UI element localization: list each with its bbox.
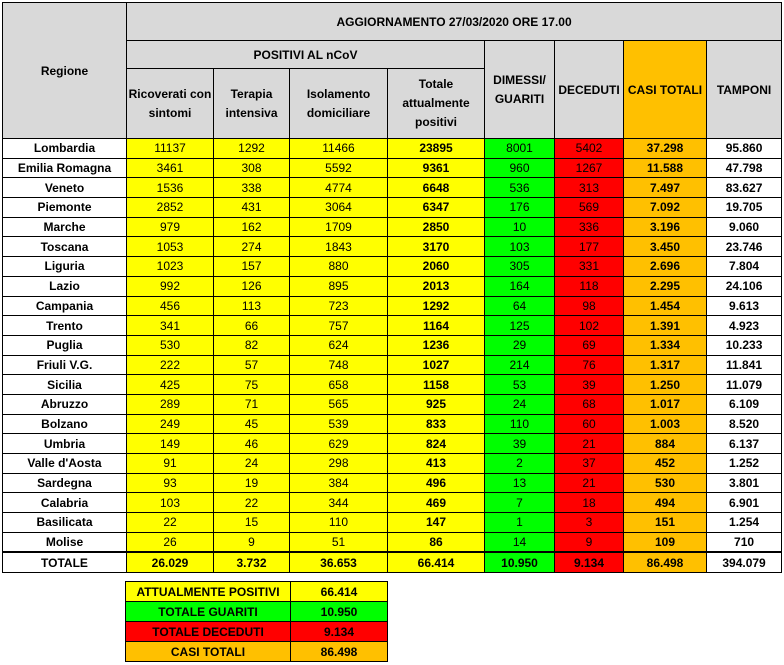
table-row bbox=[3, 454, 782, 474]
header-tamponi: TAMPONI bbox=[707, 41, 782, 139]
page-title: AGGIORNAMENTO 27/03/2020 ORE 17.00 bbox=[127, 3, 782, 41]
cell-tamponi: 11.079 bbox=[707, 375, 782, 395]
cell-deceduti: 336 bbox=[555, 217, 624, 237]
cell-ricoverati: 1053 bbox=[127, 237, 214, 257]
summary-body bbox=[126, 582, 388, 662]
cell-totale-positivi: 833 bbox=[388, 414, 485, 434]
summary-value: 9.134 bbox=[291, 622, 388, 642]
cell-ricoverati: 22 bbox=[127, 513, 214, 533]
cell-terapia: 71 bbox=[214, 394, 290, 414]
cell-isolamento: 565 bbox=[290, 394, 388, 414]
totals-ricoverati: 26.029 bbox=[127, 552, 214, 573]
cell-terapia: 45 bbox=[214, 414, 290, 434]
cell-totale-positivi: 469 bbox=[388, 493, 485, 513]
cell-terapia: 82 bbox=[214, 335, 290, 355]
cell-casi-totali: 1.334 bbox=[624, 335, 707, 355]
cell-dimessi: 164 bbox=[485, 276, 555, 296]
cell-terapia: 338 bbox=[214, 178, 290, 198]
header-casi-totali: CASI TOTALI bbox=[624, 41, 707, 139]
cell-ricoverati: 979 bbox=[127, 217, 214, 237]
table-row bbox=[3, 434, 782, 454]
table-row bbox=[3, 158, 782, 178]
cell-casi-totali: 1.017 bbox=[624, 394, 707, 414]
cell-deceduti: 118 bbox=[555, 276, 624, 296]
cell-regione: Marche bbox=[3, 217, 127, 237]
cell-dimessi: 1 bbox=[485, 513, 555, 533]
cell-terapia: 126 bbox=[214, 276, 290, 296]
cell-dimessi: 29 bbox=[485, 335, 555, 355]
cell-totale-positivi: 824 bbox=[388, 434, 485, 454]
cell-totale-positivi: 1292 bbox=[388, 296, 485, 316]
cell-totale-positivi: 6347 bbox=[388, 198, 485, 218]
cell-tamponi: 47.798 bbox=[707, 158, 782, 178]
cell-dimessi: 8001 bbox=[485, 139, 555, 159]
cell-casi-totali: 3.450 bbox=[624, 237, 707, 257]
cell-terapia: 157 bbox=[214, 257, 290, 277]
summary-label: TOTALE DECEDUTI bbox=[126, 622, 291, 642]
cell-ricoverati: 91 bbox=[127, 454, 214, 474]
cell-isolamento: 3064 bbox=[290, 198, 388, 218]
header-deceduti: DECEDUTI bbox=[555, 41, 624, 139]
cell-regione: Calabria bbox=[3, 493, 127, 513]
cell-dimessi: 10 bbox=[485, 217, 555, 237]
cell-deceduti: 313 bbox=[555, 178, 624, 198]
table-row bbox=[3, 217, 782, 237]
summary-row bbox=[126, 582, 388, 602]
cell-deceduti: 37 bbox=[555, 454, 624, 474]
cell-totale-positivi: 925 bbox=[388, 394, 485, 414]
cell-terapia: 113 bbox=[214, 296, 290, 316]
summary-row bbox=[126, 642, 388, 662]
summary-value: 66.414 bbox=[291, 582, 388, 602]
header-positivi-group: POSITIVI AL nCoV bbox=[127, 41, 485, 69]
summary-value: 86.498 bbox=[291, 642, 388, 662]
cell-deceduti: 18 bbox=[555, 493, 624, 513]
cell-isolamento: 5592 bbox=[290, 158, 388, 178]
cell-isolamento: 344 bbox=[290, 493, 388, 513]
cell-tamponi: 9.060 bbox=[707, 217, 782, 237]
cell-isolamento: 384 bbox=[290, 473, 388, 493]
cell-dimessi: 13 bbox=[485, 473, 555, 493]
cell-isolamento: 539 bbox=[290, 414, 388, 434]
cell-casi-totali: 151 bbox=[624, 513, 707, 533]
cell-isolamento: 748 bbox=[290, 355, 388, 375]
cell-deceduti: 5402 bbox=[555, 139, 624, 159]
cell-isolamento: 723 bbox=[290, 296, 388, 316]
cell-regione: Campania bbox=[3, 296, 127, 316]
summary-row bbox=[126, 602, 388, 622]
summary-value: 10.950 bbox=[291, 602, 388, 622]
cell-isolamento: 110 bbox=[290, 513, 388, 533]
cell-terapia: 75 bbox=[214, 375, 290, 395]
cell-isolamento: 658 bbox=[290, 375, 388, 395]
cell-tamponi: 710 bbox=[707, 532, 782, 552]
cell-terapia: 9 bbox=[214, 532, 290, 552]
cell-deceduti: 21 bbox=[555, 473, 624, 493]
totals-casi-totali: 86.498 bbox=[624, 552, 707, 573]
cell-isolamento: 624 bbox=[290, 335, 388, 355]
cell-isolamento: 51 bbox=[290, 532, 388, 552]
cell-regione: Abruzzo bbox=[3, 394, 127, 414]
cell-totale-positivi: 23895 bbox=[388, 139, 485, 159]
cell-regione: Lombardia bbox=[3, 139, 127, 159]
cell-deceduti: 68 bbox=[555, 394, 624, 414]
cell-tamponi: 7.804 bbox=[707, 257, 782, 277]
cell-totale-positivi: 2060 bbox=[388, 257, 485, 277]
cell-totale-positivi: 1164 bbox=[388, 316, 485, 336]
summary-label: TOTALE GUARITI bbox=[126, 602, 291, 622]
table-row bbox=[3, 513, 782, 533]
cell-totale-positivi: 1158 bbox=[388, 375, 485, 395]
totals-tamponi: 394.079 bbox=[707, 552, 782, 573]
cell-casi-totali: 3.196 bbox=[624, 217, 707, 237]
cell-ricoverati: 26 bbox=[127, 532, 214, 552]
cell-totale-positivi: 9361 bbox=[388, 158, 485, 178]
cell-tamponi: 6.137 bbox=[707, 434, 782, 454]
cell-casi-totali: 1.454 bbox=[624, 296, 707, 316]
cell-casi-totali: 530 bbox=[624, 473, 707, 493]
table-row bbox=[3, 257, 782, 277]
totals-label: TOTALE bbox=[3, 552, 127, 573]
totals-deceduti: 9.134 bbox=[555, 552, 624, 573]
cell-regione: Sicilia bbox=[3, 375, 127, 395]
cell-deceduti: 1267 bbox=[555, 158, 624, 178]
cell-dimessi: 214 bbox=[485, 355, 555, 375]
header-regione: Regione bbox=[3, 3, 127, 139]
table-row bbox=[3, 414, 782, 434]
cell-tamponi: 9.613 bbox=[707, 296, 782, 316]
header-terapia: Terapia intensiva bbox=[214, 69, 290, 139]
cell-isolamento: 298 bbox=[290, 454, 388, 474]
cell-ricoverati: 11137 bbox=[127, 139, 214, 159]
cell-casi-totali: 1.391 bbox=[624, 316, 707, 336]
cell-ricoverati: 249 bbox=[127, 414, 214, 434]
cell-totale-positivi: 6648 bbox=[388, 178, 485, 198]
cell-deceduti: 102 bbox=[555, 316, 624, 336]
totals-dimessi: 10.950 bbox=[485, 552, 555, 573]
cell-casi-totali: 1.317 bbox=[624, 355, 707, 375]
cell-casi-totali: 11.588 bbox=[624, 158, 707, 178]
cell-terapia: 19 bbox=[214, 473, 290, 493]
cell-ricoverati: 149 bbox=[127, 434, 214, 454]
table-row bbox=[3, 473, 782, 493]
cell-dimessi: 14 bbox=[485, 532, 555, 552]
cell-tamponi: 24.106 bbox=[707, 276, 782, 296]
totals-row bbox=[3, 552, 782, 573]
table-row bbox=[3, 237, 782, 257]
cell-isolamento: 4774 bbox=[290, 178, 388, 198]
cell-dimessi: 24 bbox=[485, 394, 555, 414]
cell-tamponi: 6.901 bbox=[707, 493, 782, 513]
summary-label: ATTUALMENTE POSITIVI bbox=[126, 582, 291, 602]
cell-regione: Veneto bbox=[3, 178, 127, 198]
totals-totale-positivi: 66.414 bbox=[388, 552, 485, 573]
cell-regione: Liguria bbox=[3, 257, 127, 277]
cell-terapia: 15 bbox=[214, 513, 290, 533]
cell-totale-positivi: 413 bbox=[388, 454, 485, 474]
cell-totale-positivi: 2850 bbox=[388, 217, 485, 237]
cell-ricoverati: 530 bbox=[127, 335, 214, 355]
cell-terapia: 308 bbox=[214, 158, 290, 178]
cell-isolamento: 895 bbox=[290, 276, 388, 296]
cell-dimessi: 39 bbox=[485, 434, 555, 454]
cell-dimessi: 64 bbox=[485, 296, 555, 316]
cell-ricoverati: 3461 bbox=[127, 158, 214, 178]
cell-terapia: 274 bbox=[214, 237, 290, 257]
summary-table bbox=[125, 581, 388, 662]
cell-casi-totali: 37.298 bbox=[624, 139, 707, 159]
cell-regione: Puglia bbox=[3, 335, 127, 355]
cell-ricoverati: 2852 bbox=[127, 198, 214, 218]
cell-ricoverati: 341 bbox=[127, 316, 214, 336]
cell-terapia: 1292 bbox=[214, 139, 290, 159]
cell-dimessi: 960 bbox=[485, 158, 555, 178]
cell-deceduti: 39 bbox=[555, 375, 624, 395]
cell-regione: Toscana bbox=[3, 237, 127, 257]
cell-isolamento: 629 bbox=[290, 434, 388, 454]
cell-dimessi: 125 bbox=[485, 316, 555, 336]
cell-totale-positivi: 2013 bbox=[388, 276, 485, 296]
cell-deceduti: 331 bbox=[555, 257, 624, 277]
header-isolamento: Isolamento domiciliare bbox=[290, 69, 388, 139]
table-row bbox=[3, 493, 782, 513]
cell-terapia: 162 bbox=[214, 217, 290, 237]
table-row bbox=[3, 316, 782, 336]
cell-tamponi: 1.252 bbox=[707, 454, 782, 474]
cell-terapia: 431 bbox=[214, 198, 290, 218]
cell-totale-positivi: 1236 bbox=[388, 335, 485, 355]
summary-label: CASI TOTALI bbox=[126, 642, 291, 662]
cell-dimessi: 103 bbox=[485, 237, 555, 257]
cell-ricoverati: 992 bbox=[127, 276, 214, 296]
cell-ricoverati: 93 bbox=[127, 473, 214, 493]
cell-tamponi: 95.860 bbox=[707, 139, 782, 159]
cell-regione: Umbria bbox=[3, 434, 127, 454]
table-row bbox=[3, 375, 782, 395]
cell-dimessi: 53 bbox=[485, 375, 555, 395]
cell-casi-totali: 109 bbox=[624, 532, 707, 552]
cell-ricoverati: 1023 bbox=[127, 257, 214, 277]
cell-tamponi: 8.520 bbox=[707, 414, 782, 434]
cell-deceduti: 177 bbox=[555, 237, 624, 257]
cell-dimessi: 536 bbox=[485, 178, 555, 198]
cell-deceduti: 569 bbox=[555, 198, 624, 218]
header-ricoverati: Ricoverati con sintomi bbox=[127, 69, 214, 139]
totals-isolamento: 36.653 bbox=[290, 552, 388, 573]
cell-casi-totali: 884 bbox=[624, 434, 707, 454]
table-row bbox=[3, 139, 782, 159]
cell-regione: Piemonte bbox=[3, 198, 127, 218]
cell-tamponi: 3.801 bbox=[707, 473, 782, 493]
cell-regione: Trento bbox=[3, 316, 127, 336]
cell-deceduti: 69 bbox=[555, 335, 624, 355]
cell-ricoverati: 1536 bbox=[127, 178, 214, 198]
table-row bbox=[3, 355, 782, 375]
cell-deceduti: 9 bbox=[555, 532, 624, 552]
cell-totale-positivi: 147 bbox=[388, 513, 485, 533]
cell-tamponi: 1.254 bbox=[707, 513, 782, 533]
cell-ricoverati: 222 bbox=[127, 355, 214, 375]
totals-terapia: 3.732 bbox=[214, 552, 290, 573]
cell-tamponi: 23.746 bbox=[707, 237, 782, 257]
cell-terapia: 46 bbox=[214, 434, 290, 454]
cell-terapia: 24 bbox=[214, 454, 290, 474]
table-row bbox=[3, 296, 782, 316]
cell-ricoverati: 103 bbox=[127, 493, 214, 513]
cell-dimessi: 176 bbox=[485, 198, 555, 218]
cell-regione: Lazio bbox=[3, 276, 127, 296]
cell-isolamento: 880 bbox=[290, 257, 388, 277]
cell-tamponi: 19.705 bbox=[707, 198, 782, 218]
cell-regione: Sardegna bbox=[3, 473, 127, 493]
cell-casi-totali: 2.295 bbox=[624, 276, 707, 296]
cell-casi-totali: 7.092 bbox=[624, 198, 707, 218]
cell-dimessi: 2 bbox=[485, 454, 555, 474]
table-row bbox=[3, 276, 782, 296]
header-dimessi: DIMESSI/ GUARITI bbox=[485, 41, 555, 139]
cell-tamponi: 83.627 bbox=[707, 178, 782, 198]
cell-casi-totali: 7.497 bbox=[624, 178, 707, 198]
cell-terapia: 66 bbox=[214, 316, 290, 336]
summary-row bbox=[126, 622, 388, 642]
cell-totale-positivi: 1027 bbox=[388, 355, 485, 375]
cell-regione: Friuli V.G. bbox=[3, 355, 127, 375]
cell-casi-totali: 1.003 bbox=[624, 414, 707, 434]
cell-casi-totali: 452 bbox=[624, 454, 707, 474]
cell-regione: Valle d'Aosta bbox=[3, 454, 127, 474]
cell-deceduti: 3 bbox=[555, 513, 624, 533]
cell-regione: Basilicata bbox=[3, 513, 127, 533]
table-row bbox=[3, 335, 782, 355]
cell-isolamento: 1843 bbox=[290, 237, 388, 257]
cell-casi-totali: 1.250 bbox=[624, 375, 707, 395]
cell-ricoverati: 425 bbox=[127, 375, 214, 395]
cell-terapia: 22 bbox=[214, 493, 290, 513]
cell-casi-totali: 2.696 bbox=[624, 257, 707, 277]
cell-casi-totali: 494 bbox=[624, 493, 707, 513]
cell-deceduti: 21 bbox=[555, 434, 624, 454]
cell-regione: Emilia Romagna bbox=[3, 158, 127, 178]
cell-deceduti: 60 bbox=[555, 414, 624, 434]
cell-tamponi: 4.923 bbox=[707, 316, 782, 336]
cell-isolamento: 1709 bbox=[290, 217, 388, 237]
header-totale-positivi: Totale attualmente positivi bbox=[388, 69, 485, 139]
cell-totale-positivi: 496 bbox=[388, 473, 485, 493]
cell-terapia: 57 bbox=[214, 355, 290, 375]
cell-dimessi: 7 bbox=[485, 493, 555, 513]
table-row bbox=[3, 178, 782, 198]
cell-deceduti: 76 bbox=[555, 355, 624, 375]
cell-ricoverati: 289 bbox=[127, 394, 214, 414]
cell-regione: Molise bbox=[3, 532, 127, 552]
table-body bbox=[3, 139, 782, 553]
cell-isolamento: 11466 bbox=[290, 139, 388, 159]
covid-data-table bbox=[2, 2, 782, 573]
cell-totale-positivi: 86 bbox=[388, 532, 485, 552]
cell-dimessi: 305 bbox=[485, 257, 555, 277]
cell-tamponi: 11.841 bbox=[707, 355, 782, 375]
cell-tamponi: 6.109 bbox=[707, 394, 782, 414]
cell-isolamento: 757 bbox=[290, 316, 388, 336]
cell-totale-positivi: 3170 bbox=[388, 237, 485, 257]
table-row bbox=[3, 394, 782, 414]
cell-dimessi: 110 bbox=[485, 414, 555, 434]
table-row bbox=[3, 532, 782, 552]
cell-deceduti: 98 bbox=[555, 296, 624, 316]
cell-ricoverati: 456 bbox=[127, 296, 214, 316]
cell-tamponi: 10.233 bbox=[707, 335, 782, 355]
table-row bbox=[3, 198, 782, 218]
cell-regione: Bolzano bbox=[3, 414, 127, 434]
